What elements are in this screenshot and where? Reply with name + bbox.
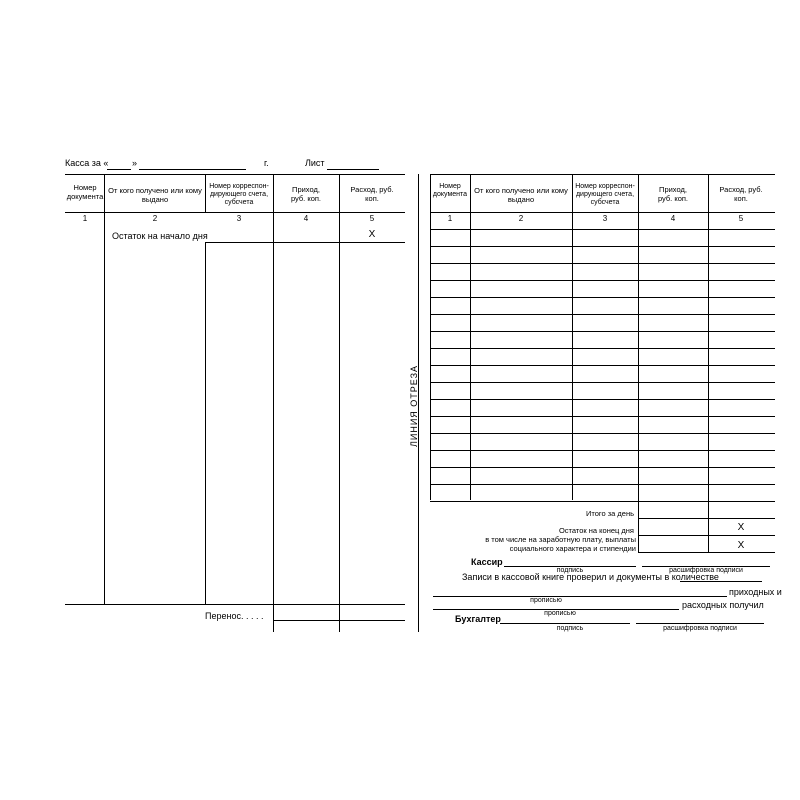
total-row-border bbox=[638, 518, 775, 519]
left-header-doc-number: Номер документа bbox=[66, 183, 104, 201]
r-table-top-border bbox=[430, 174, 775, 175]
col-divider-4 bbox=[339, 174, 340, 632]
opening-row-border bbox=[205, 242, 405, 243]
closing-row-border bbox=[638, 535, 775, 536]
cashier-sign-hint: подпись bbox=[556, 567, 584, 574]
opening-balance-mark: X bbox=[368, 229, 376, 240]
income-words-hint: прописью bbox=[530, 597, 562, 604]
right-header-from-whom: От кого получено или кому выдано bbox=[474, 186, 568, 204]
expense-words-hint: прописью bbox=[544, 610, 576, 617]
accountant-signature-blank[interactable] bbox=[500, 623, 630, 624]
total-day-label: Итого за день bbox=[585, 509, 634, 518]
r-table-row-line bbox=[430, 280, 775, 281]
left-col-num-2: 2 bbox=[152, 214, 158, 223]
col-divider-1 bbox=[104, 174, 105, 604]
documents-count-blank[interactable] bbox=[680, 581, 762, 582]
left-col-num-1: 1 bbox=[82, 214, 88, 223]
day-blank[interactable] bbox=[107, 169, 131, 170]
carry-label: Перенос. . . . . bbox=[205, 611, 264, 621]
r-col-divider-3 bbox=[638, 174, 639, 552]
accountant-label: Бухгалтер bbox=[455, 614, 501, 624]
r-header-bottom-border bbox=[430, 212, 775, 213]
right-header-income: Приход, руб. коп. bbox=[657, 185, 689, 203]
r-col-divider-2 bbox=[572, 174, 573, 500]
r-table-row-line bbox=[430, 229, 775, 230]
right-col-num-4: 4 bbox=[670, 214, 676, 223]
left-col-num-4: 4 bbox=[303, 214, 309, 223]
accountant-decode-hint: расшифровка подписи bbox=[663, 625, 737, 632]
salary-mark: X bbox=[737, 540, 745, 551]
cut-line-label: ЛИНИЯ ОТРЕЗА bbox=[409, 364, 419, 448]
right-header-expense: Расход, руб. коп. bbox=[719, 185, 763, 203]
cashier-decode-hint: расшифровка подписи bbox=[669, 567, 743, 574]
table-top-border bbox=[65, 174, 405, 175]
r-table-row-line bbox=[430, 331, 775, 332]
records-checked-text: Записи в кассовой книге проверил и документы в количестве bbox=[462, 572, 719, 582]
opening-balance-label: Остаток на начало дня bbox=[112, 231, 208, 241]
r-table-row-line bbox=[430, 484, 775, 485]
sheet-label: Лист bbox=[305, 158, 325, 168]
right-col-num-2: 2 bbox=[518, 214, 524, 223]
r-table-row-line bbox=[430, 501, 775, 502]
accountant-sign-hint: подпись bbox=[556, 625, 584, 632]
sheet-number-blank[interactable] bbox=[327, 169, 379, 170]
col-divider-3 bbox=[273, 174, 274, 632]
right-header-account: Номер корреспон-дирующего счета, субсчета bbox=[575, 183, 635, 206]
r-table-row-line bbox=[430, 246, 775, 247]
month-blank[interactable] bbox=[139, 169, 246, 170]
r-table-row-line bbox=[430, 416, 775, 417]
income-docs-text: приходных и bbox=[729, 587, 782, 597]
left-header-income: Приход, руб. коп. bbox=[290, 185, 322, 203]
year-label: г. bbox=[264, 158, 269, 168]
header-bottom-border bbox=[65, 212, 405, 213]
right-header-doc-number: Номер документа bbox=[432, 183, 468, 198]
right-col-num-3: 3 bbox=[602, 214, 608, 223]
salary-note: в том числе на заработную плату, выплаты социального характера и стипендии bbox=[485, 535, 636, 553]
r-table-row-line bbox=[430, 365, 775, 366]
right-col-num-5: 5 bbox=[738, 214, 744, 223]
r-col-border-left bbox=[430, 174, 431, 500]
r-table-row-line bbox=[430, 263, 775, 264]
r-table-row-line bbox=[430, 450, 775, 451]
right-col-num-1: 1 bbox=[447, 214, 453, 223]
date-close-quote: » bbox=[132, 158, 138, 168]
cashier-label: Кассир bbox=[471, 557, 503, 567]
r-table-row-line bbox=[430, 297, 775, 298]
left-col-num-5: 5 bbox=[369, 214, 375, 223]
r-table-row-line bbox=[430, 399, 775, 400]
left-header-from-whom: От кого получено или кому выдано bbox=[108, 186, 202, 204]
left-header-expense: Расход, руб. коп. bbox=[350, 185, 394, 203]
r-table-row-line bbox=[430, 314, 775, 315]
r-col-divider-4 bbox=[708, 174, 709, 552]
r-table-row-line bbox=[430, 382, 775, 383]
closing-balance-label: Остаток на конец дня bbox=[558, 526, 634, 535]
r-table-row-line bbox=[430, 467, 775, 468]
accountant-decode-blank[interactable] bbox=[636, 623, 764, 624]
left-col-num-3: 3 bbox=[236, 214, 242, 223]
r-table-row-line bbox=[430, 433, 775, 434]
left-header-account: Номер корреспон-дирующего счета, субсчета bbox=[209, 183, 269, 206]
closing-mark: X bbox=[737, 522, 745, 533]
col-divider-2-body bbox=[205, 242, 206, 604]
salary-row-border bbox=[638, 552, 775, 553]
r-table-row-line bbox=[430, 348, 775, 349]
expense-docs-text: расходных получил bbox=[682, 600, 764, 610]
kassa-za-label: Касса за « bbox=[65, 158, 109, 168]
table-bottom-border bbox=[65, 604, 405, 605]
income-count-blank[interactable] bbox=[433, 596, 727, 597]
r-col-divider-1 bbox=[470, 174, 471, 500]
